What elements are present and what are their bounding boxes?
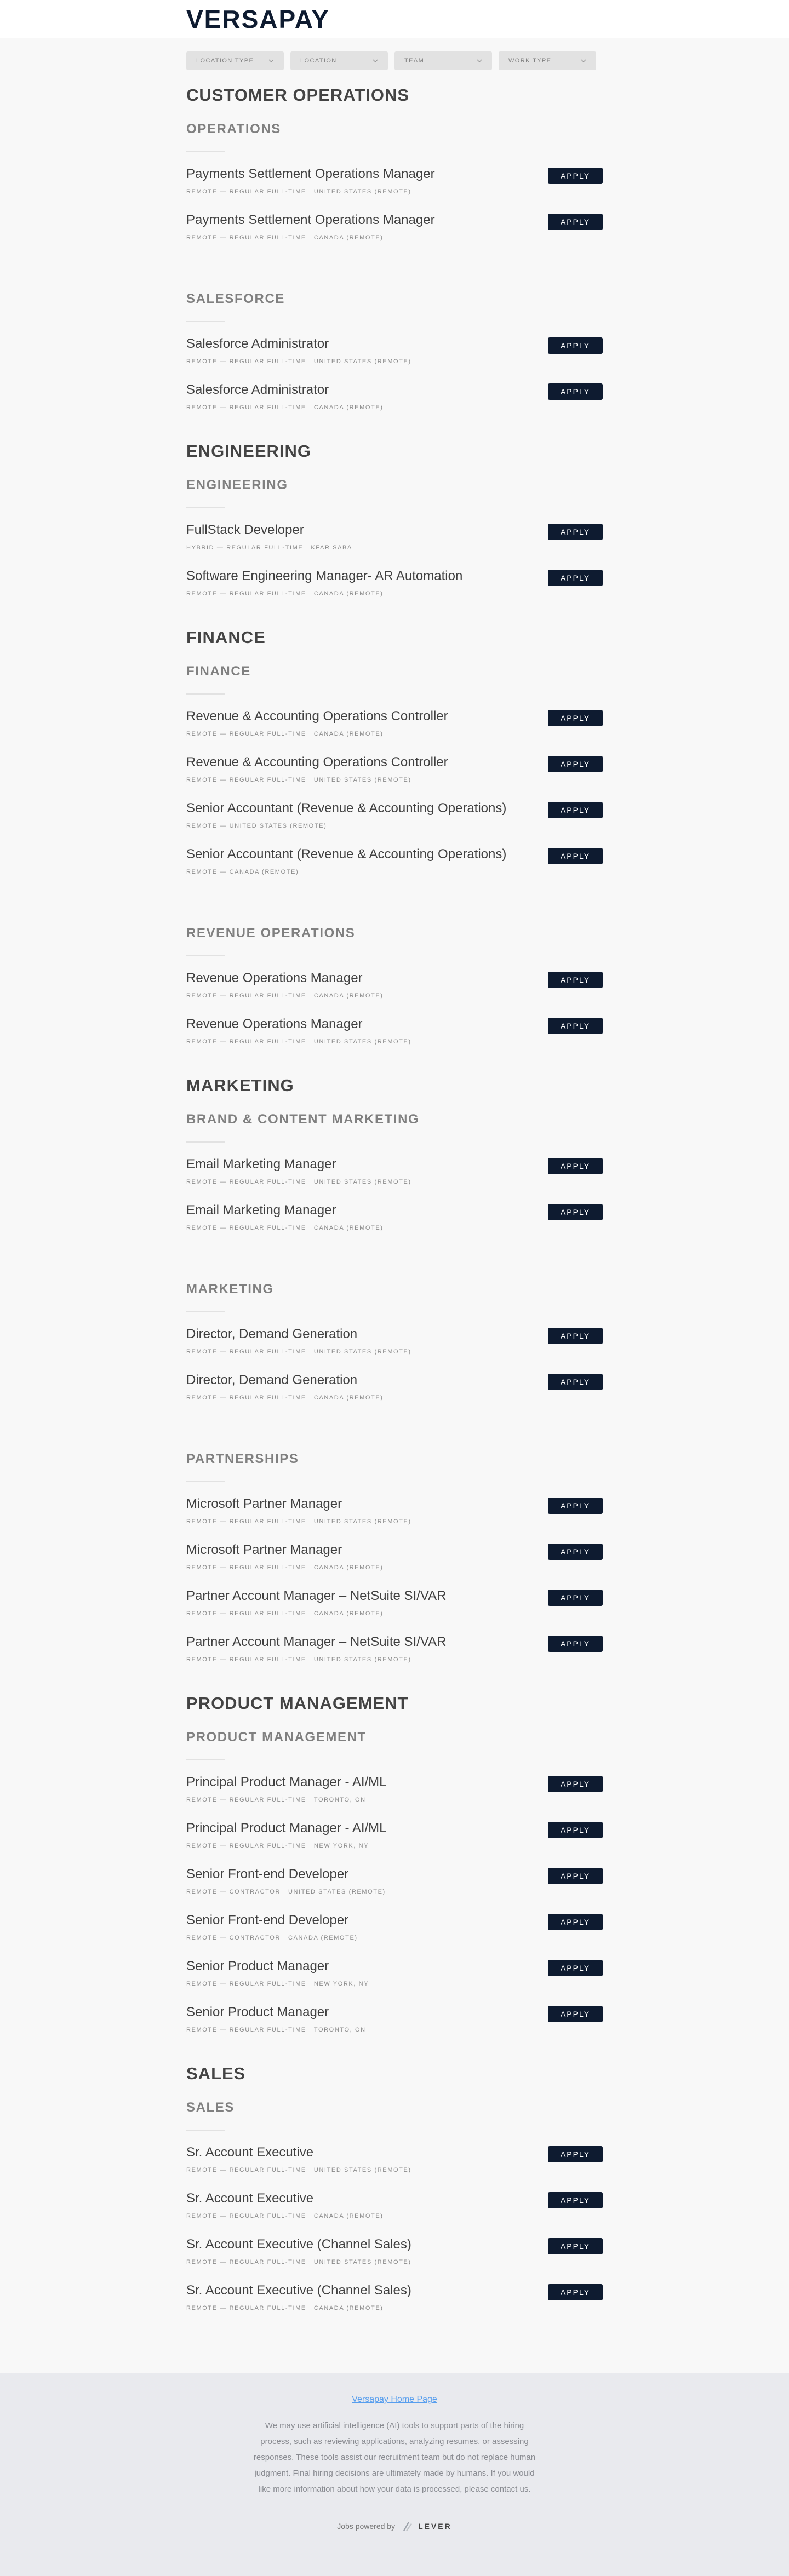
apply-button[interactable]: APPLY xyxy=(548,1374,603,1390)
job-meta xyxy=(186,777,603,783)
team-title: ENGINEERING xyxy=(186,441,312,461)
job-posting xyxy=(186,753,603,799)
team-section xyxy=(186,2064,603,2327)
team-section xyxy=(186,441,603,612)
job-posting xyxy=(186,164,603,210)
apply-button[interactable]: APPLY xyxy=(548,2006,603,2022)
department-divider xyxy=(186,1481,225,1482)
apply-button[interactable]: APPLY xyxy=(548,1328,603,1344)
job-posting xyxy=(186,2003,603,2049)
apply-button[interactable]: APPLY xyxy=(548,1776,603,1792)
apply-button[interactable]: APPLY xyxy=(548,1498,603,1514)
job-meta xyxy=(186,1843,603,1849)
job-title-link[interactable]: Principal Product Manager - AI/ML xyxy=(186,1775,387,1789)
team-section xyxy=(186,1076,603,1678)
job-meta-item: NEW YORK, NY xyxy=(313,1981,369,1987)
job-meta xyxy=(186,1797,603,1803)
filter-work-type[interactable] xyxy=(499,51,596,70)
job-title-link[interactable]: Salesforce Administrator xyxy=(186,336,329,351)
ai-disclaimer: We may use artificial intelligence (AI) tools to support parts of the hiring process, such as reviewing applications, analyzing resumes, or assessing responses. These tools assist our recruitment team but do not replace human judgment. Final hiring decisions are ultimately made by humans. If you would like more information about how your data is processed, please contact us. xyxy=(253,2421,536,2494)
job-posting xyxy=(186,1957,603,2003)
apply-button[interactable]: APPLY xyxy=(548,1018,603,1034)
job-meta-item: CANADA (REMOTE) xyxy=(313,992,384,999)
job-meta-item: CANADA (REMOTE) xyxy=(313,590,384,597)
job-posting xyxy=(186,1494,603,1540)
job-title-link[interactable]: Senior Accountant (Revenue & Accounting Operations) xyxy=(186,801,507,816)
job-meta xyxy=(186,1225,603,1231)
department-group xyxy=(186,122,603,275)
department-title: OPERATIONS xyxy=(186,122,281,136)
apply-button[interactable]: APPLY xyxy=(548,1544,603,1560)
department-title: FINANCE xyxy=(186,664,251,679)
apply-button[interactable]: APPLY xyxy=(548,1822,603,1838)
job-title-link[interactable]: Payments Settlement Operations Manager xyxy=(186,213,435,227)
job-meta-item: REMOTE — REGULAR FULL-TIME xyxy=(186,992,306,999)
filter-bar xyxy=(186,51,603,70)
lever-logo[interactable] xyxy=(402,2520,452,2532)
job-meta-item: REMOTE — REGULAR FULL-TIME xyxy=(186,2167,306,2173)
apply-button[interactable]: APPLY xyxy=(548,972,603,988)
job-meta-item: REMOTE — REGULAR FULL-TIME xyxy=(186,1797,306,1803)
job-title-link[interactable]: Director, Demand Generation xyxy=(186,1327,358,1341)
apply-button[interactable]: APPLY xyxy=(548,2284,603,2300)
department-title: MARKETING xyxy=(186,1282,274,1296)
job-meta-item: REMOTE — CANADA (REMOTE) xyxy=(186,869,299,875)
apply-button[interactable]: APPLY xyxy=(548,2146,603,2162)
job-meta xyxy=(186,1349,603,1355)
department-divider xyxy=(186,693,225,695)
job-posting xyxy=(186,380,603,426)
job-meta-item: UNITED STATES (REMOTE) xyxy=(313,1349,411,1355)
job-meta xyxy=(186,2213,603,2219)
job-posting xyxy=(186,1911,603,1957)
job-meta xyxy=(186,869,603,875)
job-meta xyxy=(186,358,603,365)
department-divider xyxy=(186,955,225,956)
job-meta-item: UNITED STATES (REMOTE) xyxy=(313,2167,411,2173)
apply-button[interactable]: APPLY xyxy=(548,2238,603,2254)
department-group xyxy=(186,1730,603,2049)
job-meta xyxy=(186,404,603,411)
job-meta-item: UNITED STATES (REMOTE) xyxy=(313,1656,411,1663)
job-meta-item: HYBRID — REGULAR FULL-TIME xyxy=(186,544,304,551)
job-meta-item: UNITED STATES (REMOTE) xyxy=(313,1518,411,1525)
job-meta-item: REMOTE — REGULAR FULL-TIME xyxy=(186,1518,306,1525)
job-posting xyxy=(186,799,603,845)
filter-label: WORK TYPE xyxy=(508,58,552,64)
team-title: MARKETING xyxy=(186,1076,294,1095)
job-meta-item: REMOTE — UNITED STATES (REMOTE) xyxy=(186,823,327,829)
powered-by-text: Jobs powered by xyxy=(337,2522,396,2531)
job-title-link[interactable]: Email Marketing Manager xyxy=(186,1157,336,1172)
job-meta-item: UNITED STATES (REMOTE) xyxy=(313,188,411,195)
filter-label: LOCATION TYPE xyxy=(196,58,254,64)
job-title-link[interactable]: Email Marketing Manager xyxy=(186,1203,336,1218)
job-meta xyxy=(186,1656,603,1663)
job-meta-item: UNITED STATES (REMOTE) xyxy=(313,2259,411,2265)
job-meta-item: REMOTE — CONTRACTOR xyxy=(186,1935,281,1941)
lever-wordmark: LEVER xyxy=(418,2522,452,2531)
job-meta xyxy=(186,731,603,737)
job-meta-item: REMOTE — REGULAR FULL-TIME xyxy=(186,234,306,241)
job-title-link[interactable]: Payments Settlement Operations Manager xyxy=(186,167,435,181)
job-meta-item: REMOTE — REGULAR FULL-TIME xyxy=(186,188,306,195)
job-meta xyxy=(186,1981,603,1987)
apply-button[interactable]: APPLY xyxy=(548,2192,603,2208)
job-meta-item: REMOTE — REGULAR FULL-TIME xyxy=(186,1225,306,1231)
department-title: BRAND & CONTENT MARKETING xyxy=(186,1112,420,1127)
job-title-link[interactable]: Sr. Account Executive (Channel Sales) xyxy=(186,2237,411,2252)
job-title-link[interactable]: Senior Product Manager xyxy=(186,2005,329,2020)
apply-button[interactable]: APPLY xyxy=(548,570,603,586)
job-meta xyxy=(186,1935,603,1941)
job-meta-item: CANADA (REMOTE) xyxy=(313,2213,384,2219)
department-divider xyxy=(186,2130,225,2131)
job-meta-item: UNITED STATES (REMOTE) xyxy=(313,358,411,365)
department-divider xyxy=(186,507,225,508)
department-group xyxy=(186,1112,603,1265)
job-title-link[interactable]: Sr. Account Executive (Channel Sales) xyxy=(186,2283,411,2298)
postings-page xyxy=(186,51,603,2327)
job-posting xyxy=(186,1864,603,1911)
job-posting xyxy=(186,1155,603,1201)
department-group xyxy=(186,2100,603,2327)
job-title-link[interactable]: Sr. Account Executive xyxy=(186,2191,314,2206)
filter-label: LOCATION xyxy=(300,58,337,64)
job-meta-item: UNITED STATES (REMOTE) xyxy=(288,1889,386,1895)
apply-button[interactable]: APPLY xyxy=(548,1204,603,1220)
job-posting xyxy=(186,520,603,566)
job-title-link[interactable]: Senior Product Manager xyxy=(186,1959,329,1973)
job-meta-item: CANADA (REMOTE) xyxy=(313,1225,384,1231)
group-spacer xyxy=(186,1416,603,1435)
job-posting xyxy=(186,1632,603,1678)
job-title-link[interactable]: Partner Account Manager – NetSuite SI/VAR xyxy=(186,1588,447,1603)
job-meta-item: CANADA (REMOTE) xyxy=(313,2305,384,2311)
job-posting xyxy=(186,1324,603,1370)
job-meta-item: CANADA (REMOTE) xyxy=(313,1395,384,1401)
department-divider xyxy=(186,1141,225,1143)
job-meta-item: REMOTE — REGULAR FULL-TIME xyxy=(186,1981,306,1987)
group-spacer xyxy=(186,1247,603,1265)
job-meta-item: REMOTE — REGULAR FULL-TIME xyxy=(186,2027,306,2033)
job-title-link[interactable]: Revenue & Accounting Operations Controller xyxy=(186,755,448,770)
job-meta xyxy=(186,590,603,597)
job-meta-item: REMOTE — REGULAR FULL-TIME xyxy=(186,1564,306,1571)
team-section xyxy=(186,628,603,1060)
team-title: SALES xyxy=(186,2064,246,2083)
department-title: PARTNERSHIPS xyxy=(186,1451,299,1466)
department-group xyxy=(186,291,603,426)
job-meta-item: REMOTE — REGULAR FULL-TIME xyxy=(186,2213,306,2219)
job-meta-item: CANADA (REMOTE) xyxy=(288,1935,358,1941)
job-meta-item: UNITED STATES (REMOTE) xyxy=(313,1179,411,1185)
group-spacer xyxy=(186,891,603,909)
job-meta xyxy=(186,992,603,999)
job-posting xyxy=(186,1370,603,1416)
team-title: FINANCE xyxy=(186,628,266,647)
job-meta xyxy=(186,1564,603,1571)
site-header xyxy=(0,0,789,38)
team-section xyxy=(186,1694,603,2049)
chevron-down-icon xyxy=(477,58,482,64)
job-meta-item: UNITED STATES (REMOTE) xyxy=(313,1039,411,1045)
job-posting xyxy=(186,566,603,612)
team-section xyxy=(186,85,603,426)
apply-button[interactable]: APPLY xyxy=(548,710,603,726)
job-meta xyxy=(186,2167,603,2173)
apply-button[interactable]: APPLY xyxy=(548,214,603,230)
job-title-link[interactable]: Revenue & Accounting Operations Controller xyxy=(186,709,448,724)
job-posting xyxy=(186,334,603,380)
job-meta-item: REMOTE — REGULAR FULL-TIME xyxy=(186,731,306,737)
job-meta-item: NEW YORK, NY xyxy=(313,1843,369,1849)
apply-button[interactable]: APPLY xyxy=(548,1868,603,1884)
job-meta xyxy=(186,1889,603,1895)
job-meta-item: REMOTE — CONTRACTOR xyxy=(186,1889,281,1895)
home-page-link[interactable]: Versapay Home Page xyxy=(352,2395,437,2404)
job-meta xyxy=(186,188,603,195)
department-group xyxy=(186,664,603,909)
job-posting xyxy=(186,2189,603,2235)
apply-button[interactable]: APPLY xyxy=(548,168,603,184)
filter-location[interactable] xyxy=(290,51,388,70)
job-meta xyxy=(186,1518,603,1525)
job-posting xyxy=(186,1772,603,1818)
job-posting xyxy=(186,968,603,1014)
team-title: PRODUCT MANAGEMENT xyxy=(186,1694,409,1713)
job-title-link[interactable]: FullStack Developer xyxy=(186,523,304,537)
department-divider xyxy=(186,1759,225,1760)
job-posting xyxy=(186,2235,603,2281)
job-posting xyxy=(186,2281,603,2327)
chevron-down-icon xyxy=(373,58,378,64)
site-footer xyxy=(0,2373,789,2576)
job-meta xyxy=(186,823,603,829)
department-divider xyxy=(186,151,225,152)
apply-button[interactable]: APPLY xyxy=(548,1636,603,1652)
department-group xyxy=(186,926,603,1060)
job-meta xyxy=(186,2305,603,2311)
job-meta-item: REMOTE — REGULAR FULL-TIME xyxy=(186,404,306,411)
job-meta-item: TORONTO, ON xyxy=(313,2027,366,2033)
job-meta-item: REMOTE — REGULAR FULL-TIME xyxy=(186,1349,306,1355)
job-meta-item: CANADA (REMOTE) xyxy=(313,731,384,737)
job-posting xyxy=(186,1818,603,1864)
apply-button[interactable]: APPLY xyxy=(548,848,603,864)
filter-location-type[interactable] xyxy=(186,51,284,70)
job-meta xyxy=(186,234,603,241)
apply-button[interactable]: APPLY xyxy=(548,1590,603,1606)
apply-button[interactable]: APPLY xyxy=(548,802,603,818)
job-title-link[interactable]: Microsoft Partner Manager xyxy=(186,1496,342,1511)
job-meta-item: CANADA (REMOTE) xyxy=(313,404,384,411)
department-divider xyxy=(186,321,225,322)
job-meta-item: UNITED STATES (REMOTE) xyxy=(313,777,411,783)
job-posting xyxy=(186,707,603,753)
department-title: SALES xyxy=(186,2100,235,2115)
department-title: SALESFORCE xyxy=(186,291,285,306)
apply-button[interactable]: APPLY xyxy=(548,337,603,354)
job-title-link[interactable]: Senior Accountant (Revenue & Accounting Operations) xyxy=(186,847,507,862)
job-title-link[interactable]: Senior Front-end Developer xyxy=(186,1867,349,1881)
department-title: PRODUCT MANAGEMENT xyxy=(186,1730,367,1745)
job-title-link[interactable]: Principal Product Manager - AI/ML xyxy=(186,1821,387,1835)
job-meta xyxy=(186,1395,603,1401)
job-meta-item: REMOTE — REGULAR FULL-TIME xyxy=(186,1179,306,1185)
filter-team[interactable] xyxy=(395,51,492,70)
filter-label: TEAM xyxy=(404,58,425,64)
job-meta-item: TORONTO, ON xyxy=(313,1797,366,1803)
job-meta-item: REMOTE — REGULAR FULL-TIME xyxy=(186,2305,306,2311)
chevron-down-icon xyxy=(268,58,274,64)
job-meta xyxy=(186,1610,603,1617)
job-posting xyxy=(186,2143,603,2189)
job-meta xyxy=(186,2259,603,2265)
job-meta-item: CANADA (REMOTE) xyxy=(313,1564,384,1571)
job-meta-item: REMOTE — REGULAR FULL-TIME xyxy=(186,1039,306,1045)
job-title-link[interactable]: Revenue Operations Manager xyxy=(186,1017,363,1031)
job-posting xyxy=(186,845,603,891)
postings-list xyxy=(186,85,603,2327)
job-posting xyxy=(186,210,603,256)
job-title-link[interactable]: Senior Front-end Developer xyxy=(186,1913,349,1927)
apply-button[interactable]: APPLY xyxy=(548,1914,603,1930)
job-title-link[interactable]: Sr. Account Executive xyxy=(186,2145,314,2160)
job-meta xyxy=(186,544,603,551)
job-meta-item: CANADA (REMOTE) xyxy=(313,234,384,241)
job-posting xyxy=(186,1586,603,1632)
team-title: CUSTOMER OPERATIONS xyxy=(186,85,410,105)
job-meta-item: KFAR SABA xyxy=(311,544,352,551)
department-group xyxy=(186,1282,603,1435)
job-title-link[interactable]: Salesforce Administrator xyxy=(186,382,329,397)
department-group xyxy=(186,1451,603,1678)
apply-button[interactable]: APPLY xyxy=(548,756,603,772)
job-posting xyxy=(186,1540,603,1586)
lever-logo-icon xyxy=(402,2520,414,2532)
job-title-link[interactable]: Microsoft Partner Manager xyxy=(186,1542,342,1557)
apply-button[interactable]: APPLY xyxy=(548,524,603,540)
job-meta xyxy=(186,1179,603,1185)
job-meta-item: REMOTE — REGULAR FULL-TIME xyxy=(186,358,306,365)
versapay-logo[interactable]: VERSAPAY xyxy=(186,5,330,33)
job-posting xyxy=(186,1201,603,1247)
job-title-link[interactable]: Revenue Operations Manager xyxy=(186,971,363,985)
job-meta-item: REMOTE — REGULAR FULL-TIME xyxy=(186,590,306,597)
job-posting xyxy=(186,1014,603,1060)
apply-button[interactable]: APPLY xyxy=(548,1960,603,1976)
department-divider xyxy=(186,1311,225,1312)
job-meta-item: REMOTE — REGULAR FULL-TIME xyxy=(186,1395,306,1401)
apply-button[interactable]: APPLY xyxy=(548,1158,603,1174)
department-title: REVENUE OPERATIONS xyxy=(186,926,356,940)
job-meta xyxy=(186,2027,603,2033)
job-meta-item: CANADA (REMOTE) xyxy=(313,1610,384,1617)
job-meta-item: REMOTE — REGULAR FULL-TIME xyxy=(186,1843,306,1849)
job-title-link[interactable]: Partner Account Manager – NetSuite SI/VAR xyxy=(186,1634,447,1649)
chevron-down-icon xyxy=(581,58,586,64)
department-group xyxy=(186,478,603,612)
job-meta-item: REMOTE — REGULAR FULL-TIME xyxy=(186,2259,306,2265)
department-title: ENGINEERING xyxy=(186,478,288,492)
job-meta-item: REMOTE — REGULAR FULL-TIME xyxy=(186,777,306,783)
apply-button[interactable]: APPLY xyxy=(548,383,603,400)
job-meta-item: REMOTE — REGULAR FULL-TIME xyxy=(186,1656,306,1663)
group-spacer xyxy=(186,256,603,275)
job-title-link[interactable]: Director, Demand Generation xyxy=(186,1373,358,1387)
job-meta xyxy=(186,1039,603,1045)
job-meta-item: REMOTE — REGULAR FULL-TIME xyxy=(186,1610,306,1617)
powered-by xyxy=(0,2520,789,2532)
job-title-link[interactable]: Software Engineering Manager- AR Automation xyxy=(186,569,463,583)
